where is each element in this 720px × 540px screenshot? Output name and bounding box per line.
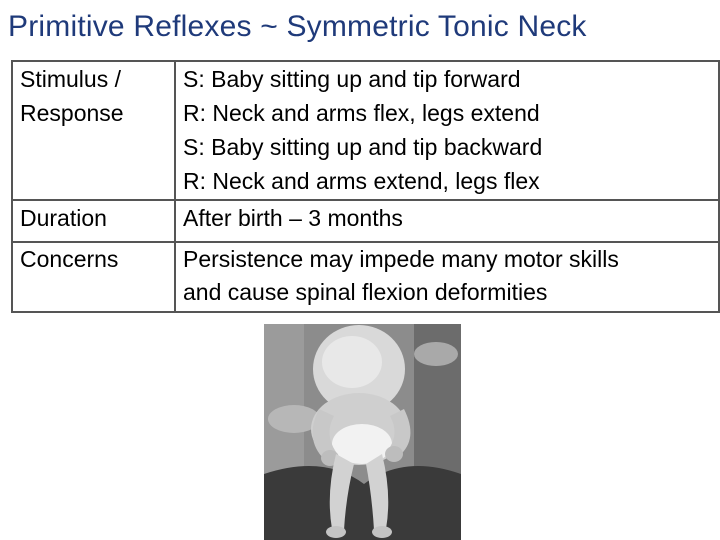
row-label-line: Duration (20, 205, 107, 231)
row-value-line: After birth – 3 months (183, 205, 403, 231)
row-label-line: Response (20, 100, 124, 126)
row-value-line: S: Baby sitting up and tip forward (183, 66, 521, 92)
table-row-concerns (12, 242, 719, 312)
row-label-line: Stimulus / (20, 66, 121, 92)
row-value-stimulus-response (175, 61, 719, 200)
table-row-stimulus-response (12, 61, 719, 200)
slide-title: Primitive Reflexes ~ Symmetric Tonic Neck (8, 10, 587, 43)
table-row-duration (12, 200, 719, 242)
reflex-table (11, 60, 720, 313)
baby-illustration (264, 324, 461, 540)
row-label-line: Concerns (20, 246, 119, 272)
baby-reflex-photo (264, 324, 461, 540)
row-label-concerns (12, 242, 175, 312)
row-value-line: S: Baby sitting up and tip backward (183, 134, 543, 160)
row-value-line: R: Neck and arms extend, legs flex (183, 168, 540, 194)
row-value-duration (175, 200, 719, 242)
row-label-duration (12, 200, 175, 242)
row-label-stimulus-response (12, 61, 175, 200)
row-value-concerns (175, 242, 719, 312)
row-value-line: R: Neck and arms flex, legs extend (183, 100, 540, 126)
row-value-line: and cause spinal flexion deformities (183, 279, 548, 305)
row-value-line: Persistence may impede many motor skills (183, 246, 619, 272)
